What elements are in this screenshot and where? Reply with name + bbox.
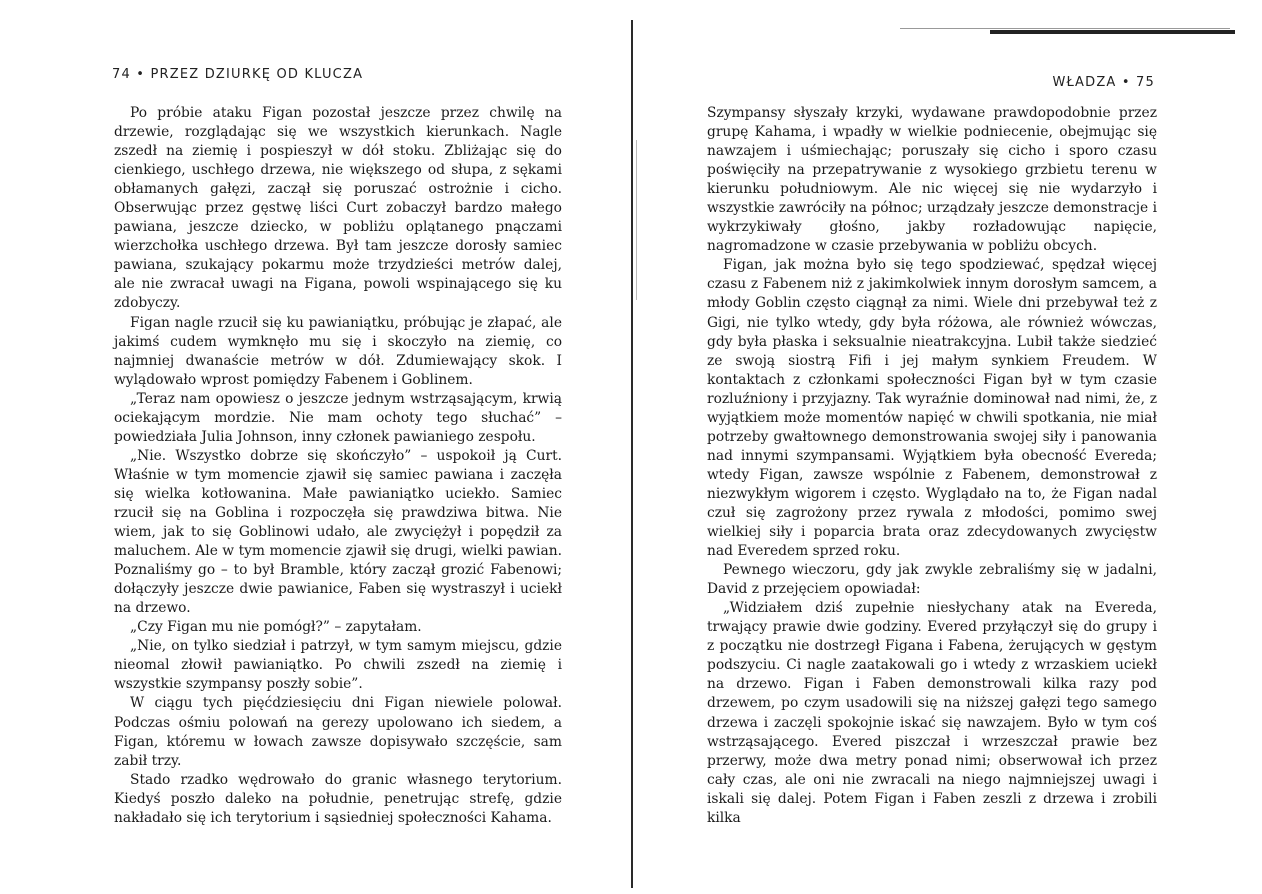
paragraph: W ciągu tych pięćdziesięciu dni Figan niewiele polował. Podczas ośmiu polowań na gerezy upolowano ich siedem, a Figan, któremu w łowach zawsze dopisywało szczęście, sam zabił trzy.: [114, 695, 562, 769]
paragraph: „Teraz nam opowiesz o jeszcze jednym wstrząsającym, krwią ociekającym mordzie. Nie mam ochoty tego słuchać” – powiedziała Julia Johnson, inny członek pawianiego zespołu.: [114, 390, 562, 445]
paragraph: „Widziałem dziś zupełnie niesłychany atak na Evereda, trwający prawie dwie godziny. Evered przyłączył się do grupy i z początku nie dostrzegł Figana i Fabena, żerujących w gęstym podszyciu. Ci nagle zaatakowali go i wtedy z wrzaskiem uciekł na drzewo. Figan i Faben demonstrowali kilka razy pod drzewem, po czym usadowili się na niższej gałęzi tego samego drzewa i zaczęli spokojnie iskać się nawzajem. Było w tym coś wstrząsającego. Evered piszczał i wrzeszczał prawie bez przerwy, może dwa metry ponad nimi; obserwował ich przez cały czas, ale oni nie zwracali na niego najmniejszej uwagi i iskali się dalej. Potem Figan i Faben zeszli z drzewa i zrobili kilka: [707, 600, 1157, 826]
paragraph: Stado rzadko wędrowało do granic własnego terytorium. Kiedyś poszło daleko na południe, penetrując strefę, gdzie nakładało się ich terytorium i sąsiedniej społeczności Kahama.: [114, 771, 562, 826]
paragraph: „Nie. Wszystko dobrze się skończyło” – uspokoił ją Curt. Właśnie w tym momencie zjawił się samiec pawiana i zaczęła się wielka kotłowanina. Małe pawianiątko uciekło. Samiec rzucił się na Goblina i rozpoczęła się prawdziwa bitwa. Nie wiem, jak to się Goblinowi udało, ale zwyciężył i popędził za maluchem. Ale w tym momencie zjawił się drugi, wielki pawian. Poznaliśmy go – to był Bramble, który zaczął grozić Fabenowi; dołączyły jeszcze dwie pawianice, Faben się wystraszył i uciekł na drzewo.: [114, 447, 562, 617]
left-page-text: [114, 104, 562, 828]
paragraph: Figan nagle rzucił się ku pawianiątku, próbując je złapać, ale jakimś cudem wymknęło mu się i skoczyło na ziemię, co najmniej dwanaście metrów w dół. Zdumiewający skok. I wylądowało wprost pomiędzy Fabenem i Goblinem.: [114, 314, 562, 388]
paragraph: Szympansy słyszały krzyki, wydawane prawdopodobnie przez grupę Kahama, i wpadły w wielkie podniecenie, obejmując się nawzajem i uśmiechając; poruszały się cicho i sporo czasu poświęciły na przepatrywanie z wysokiego grzbietu terenu w kierunku południowym. Ale nic więcej się nie wydarzyło i wszystkie zawróciły na północ; urządzały jeszcze demonstracje i wykrzykiwały głośno, jakby rozładowując napięcie, nagromadzone w czasie przebywania w pobliżu obcych.: [707, 105, 1157, 255]
book-gutter: [631, 20, 633, 888]
scan-edge-line: [900, 28, 1230, 29]
right-running-header: WŁADZA • 75: [1052, 75, 1155, 90]
paragraph: Pewnego wieczoru, gdy jak zwykle zebraliśmy się w jadalni, David z przejęciem opowiadał:: [707, 562, 1157, 598]
paragraph: „Nie, on tylko siedział i patrzył, w tym samym miejscu, gdzie nieomal złowił pawianiątko. Po chwili zszedł na ziemię i wszystkie szympansy poszły sobie”.: [114, 638, 562, 693]
right-page-text: [707, 104, 1157, 828]
left-running-header: 74 • PRZEZ DZIURKĘ OD KLUCZA: [112, 67, 364, 82]
gutter-shadow: [636, 140, 637, 300]
scan-edge-bar: [990, 30, 1235, 34]
paragraph: Po próbie ataku Figan pozostał jeszcze przez chwilę na drzewie, rozglądając się we wszystkich kierunkach. Nagle zszedł na ziemię i pospieszył w dół stoku. Zbliżając się do cienkiego, uschłego drzewa, nie większego od słupa, z sękami obłamanych gałęzi, zaczął się poruszać ostrożnie i cicho. Obserwując przez gęstwę liści Curt zobaczył bardzo małego pawiana, jeszcze dziecko, w pobliżu oplątanego pnączami wierzchołka uschłego drzewa. Był tam jeszcze dorosły samiec pawiana, szukający pokarmu może trzydzieści metrów dalej, ale nie zwracał uwagi na Figana, powoli wspinającego się ku zdobyczy.: [114, 105, 562, 312]
paragraph: Figan, jak można było się tego spodziewać, spędzał więcej czasu z Fabenem niż z jakimkolwiek innym dorosłym samcem, a młody Goblin często ciągnął za nimi. Wiele dni przebywał też z Gigi, nie tylko wtedy, gdy była różowa, ale również wówczas, gdy była płaska i seksualnie nieatrakcyjna. Lubił także siedzieć ze swoją siostrą Fifi i jej małym synkiem Freudem. W kontaktach z członkami społeczności Figan był w tym czasie rozluźniony i przyjazny. Tak wyraźnie dominował nad nimi, że, z wyjątkiem może momentów napięć w chwili spotkania, nie miał potrzeby gwałtownego demonstrowania swojej siły i panowania nad innymi szympansami. Wyjątkiem była obecność Evereda; wtedy Figan, zawsze wspólnie z Fabenem, demonstrował z niezwykłym wigorem i często. Wyglądało na to, że Figan nadal czuł się zagrożony przez rywala z młodości, pomimo swej wielkiej siły i poparcia brata oraz zdecydowanych zwycięstw nad Everedem sprzed roku.: [707, 257, 1157, 560]
paragraph: „Czy Figan mu nie pomógł?” – zapytałam.: [130, 619, 422, 636]
